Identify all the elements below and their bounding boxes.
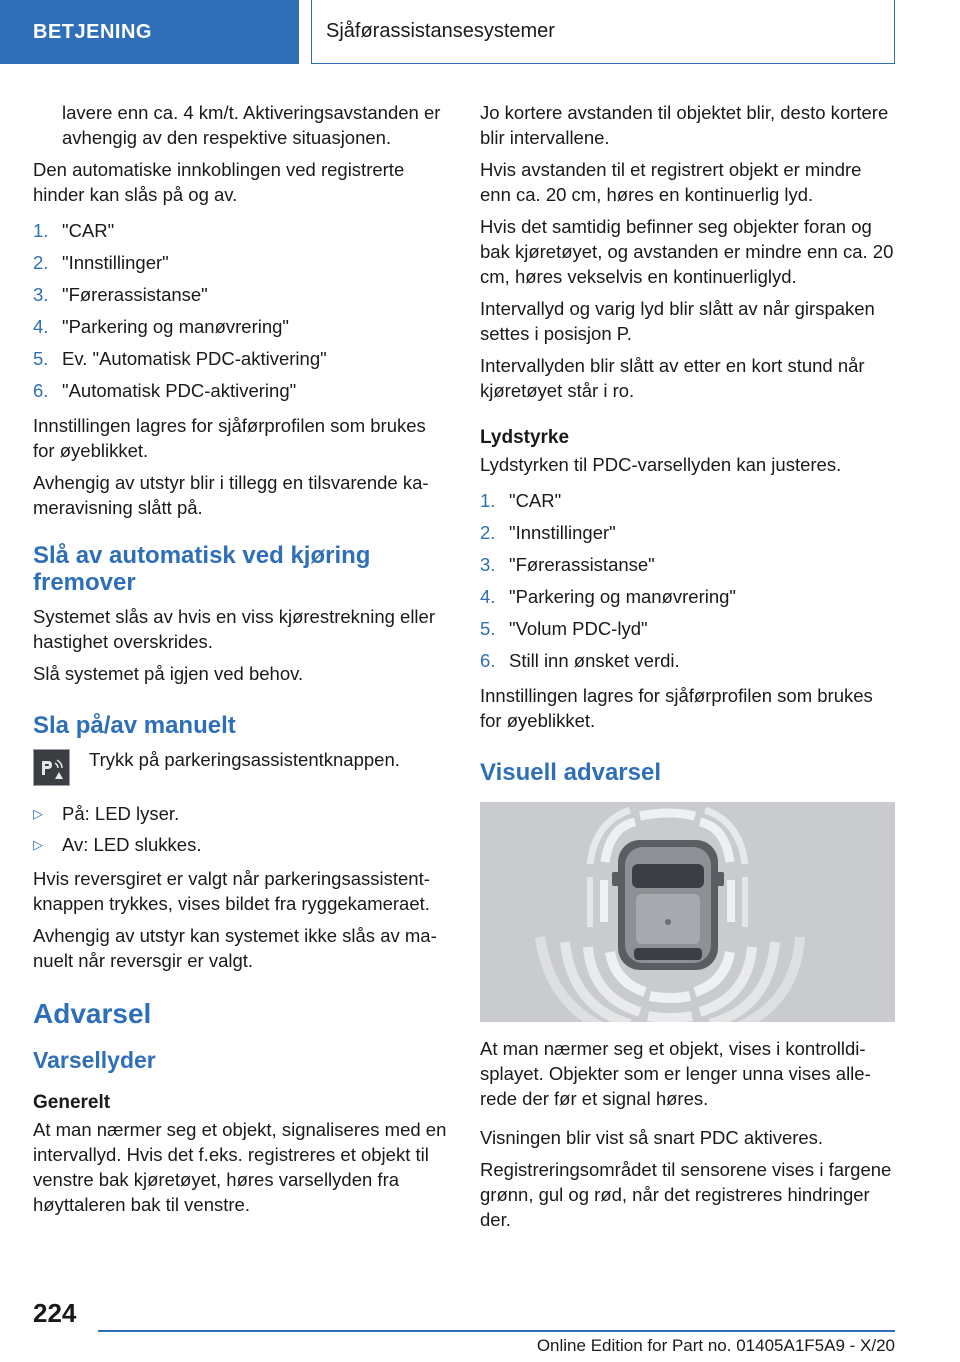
manual-button-row (33, 747, 448, 786)
manual-button-text: Trykk på parkeringsassistentknappen. (89, 749, 400, 770)
step-text: "Innstillinger" (509, 521, 616, 543)
list-item (480, 612, 895, 644)
saved-note: Innstillingen lagres for sjåførprofilen som brukes for øyeblikket. (480, 685, 873, 731)
pdc-illustration-svg (480, 802, 895, 1022)
step-number: 2. (33, 251, 49, 273)
standstill-text: Intervallyden blir slått av etter en kort stund når kjøretøyet står i ro. (480, 355, 865, 401)
list-item (33, 342, 448, 374)
list-item (33, 214, 448, 246)
step-number: 2. (480, 521, 496, 543)
step-number: 6. (33, 379, 49, 401)
step-number: 5. (480, 617, 496, 639)
volume-heading: Lydstyrke (480, 427, 570, 448)
left-steps-list (33, 214, 448, 406)
triangle-bullet-icon: ▷ (33, 806, 43, 821)
list-item (33, 798, 448, 829)
step-text: "Automatisk PDC-aktivering" (62, 379, 297, 401)
list-item (480, 548, 895, 580)
reverse-note: Hvis reversgiret er valgt når parkeringsassistentknappen trykkes, vises bildet fra ryggekameraet. (33, 868, 430, 914)
step-text: "CAR" (62, 219, 115, 241)
chapter-title: Sjåførassistansesystemer (311, 0, 895, 64)
step-text: Still inn ønsket verdi. (509, 649, 680, 671)
step-number: 1. (33, 219, 49, 241)
volume-text: Lydstyrken til PDC-varsellyden kan justeres. (480, 454, 842, 475)
step-text: "Parkering og manøvrering" (509, 585, 737, 607)
list-item (33, 278, 448, 310)
list-item (480, 516, 895, 548)
triangle-bullet-icon: ▷ (33, 837, 43, 852)
intro-continued: lavere enn ca. 4 km/t. Aktiveringsavstanden er avhengig av den respektive situasjonen. (62, 102, 441, 148)
off-forward-heading: Slå av automatisk ved kjøring fremover (33, 542, 371, 596)
step-number: 6. (480, 649, 496, 671)
visual-heading: Visuell advarsel (480, 759, 662, 786)
list-item (480, 484, 895, 516)
step-number: 5. (33, 347, 49, 369)
section-tab: BETJENING (0, 0, 299, 64)
list-item (480, 644, 895, 676)
list-item (33, 246, 448, 278)
bullet-text: På: LED lyser. (62, 803, 180, 824)
step-number: 3. (33, 283, 49, 305)
footer-edition: Online Edition for Part no. 01405A1F5A9 - X/20 (536, 1336, 895, 1355)
step-text: "Parkering og manøvrering" (62, 315, 290, 337)
continuous-text: Hvis avstanden til et registrert objekt er mindre enn ca. 20 cm, høres en kontinuerlig lyd. (480, 159, 862, 205)
alternating-text: Hvis det samtidig befinner seg objekter foran og bak kjøretøyet, og avstanden er mindre enn ca. 20 cm, høres vekselvis en kontinuerliglyd. (480, 216, 894, 287)
visual-text-3: Registreringsområdet til sensorene vises i fargene grønn, gul og rød, når det registreres hindringer der. (480, 1159, 892, 1230)
pdc-display-illustration (480, 802, 895, 1022)
right-steps-list (480, 484, 895, 676)
auto-toggle-text: Den automatiske innkoblingen ved registrerte hinder kan slås på og av. (33, 159, 405, 205)
step-text: "Innstillinger" (62, 251, 169, 273)
right-column (480, 100, 895, 1239)
step-text: "Førerassistanse" (62, 283, 208, 305)
step-text: "CAR" (509, 489, 562, 511)
list-item (480, 580, 895, 612)
visual-text-2: Visningen blir vist så snart PDC aktiveres. (480, 1127, 824, 1148)
step-number: 4. (33, 315, 49, 337)
left-column (33, 100, 448, 1224)
step-number: 4. (480, 585, 496, 607)
step-text: "Førerassistanse" (509, 553, 655, 575)
bullet-text: Av: LED slukkes. (62, 834, 202, 855)
list-item (33, 374, 448, 406)
reverse-note-2: Avhengig av utstyr kan systemet ikke slås av manuelt når reversgir er valgt. (33, 925, 437, 971)
footer-divider (98, 1330, 895, 1332)
list-item (33, 829, 448, 860)
saved-note: Innstillingen lagres for sjåførprofilen som brukes for øyeblikket. (33, 415, 426, 461)
general-text: At man nærmer seg et objekt, signaliseres med en intervallyd. Hvis det f.eks. registreres et objekt til venstre bak kjøretøyet, høres varsellyden fra høyttaleren bak til venstre. (33, 1119, 447, 1215)
list-item (33, 310, 448, 342)
step-text: "Volum PDC-lyd" (509, 617, 648, 639)
off-forward-text: Systemet slås av hvis en viss kjørestrekning eller hastighet overskrides. (33, 606, 435, 652)
camera-note: Avhengig av utstyr blir i tillegg en tilsvarende kameravisning slått på. (33, 472, 429, 518)
visual-text-1: At man nærmer seg et objekt, vises i kontrolldisplayet. Objekter som er lenger unna vises allerede der før et signal høres. (480, 1038, 871, 1109)
interval-text: Jo kortere avstanden til objektet blir, desto kortere blir intervallene. (480, 102, 889, 148)
sound-heading: Varsellyder (33, 1047, 156, 1073)
gear-p-text: Intervallyd og varig lyd blir slått av når girspaken settes i posisjon P. (480, 298, 875, 344)
page-number: 224 (33, 1298, 77, 1328)
led-bullets (33, 798, 448, 860)
step-number: 1. (480, 489, 496, 511)
step-number: 3. (480, 553, 496, 575)
parking-assistant-button-icon (33, 749, 70, 786)
general-heading: Generelt (33, 1092, 111, 1113)
off-forward-text-2: Slå systemet på igjen ved behov. (33, 663, 304, 684)
step-text: Ev. "Automatisk PDC-aktivering" (62, 347, 327, 369)
warning-heading: Advarsel (33, 998, 152, 1029)
manual-heading: Sla på/av manuelt (33, 712, 236, 739)
